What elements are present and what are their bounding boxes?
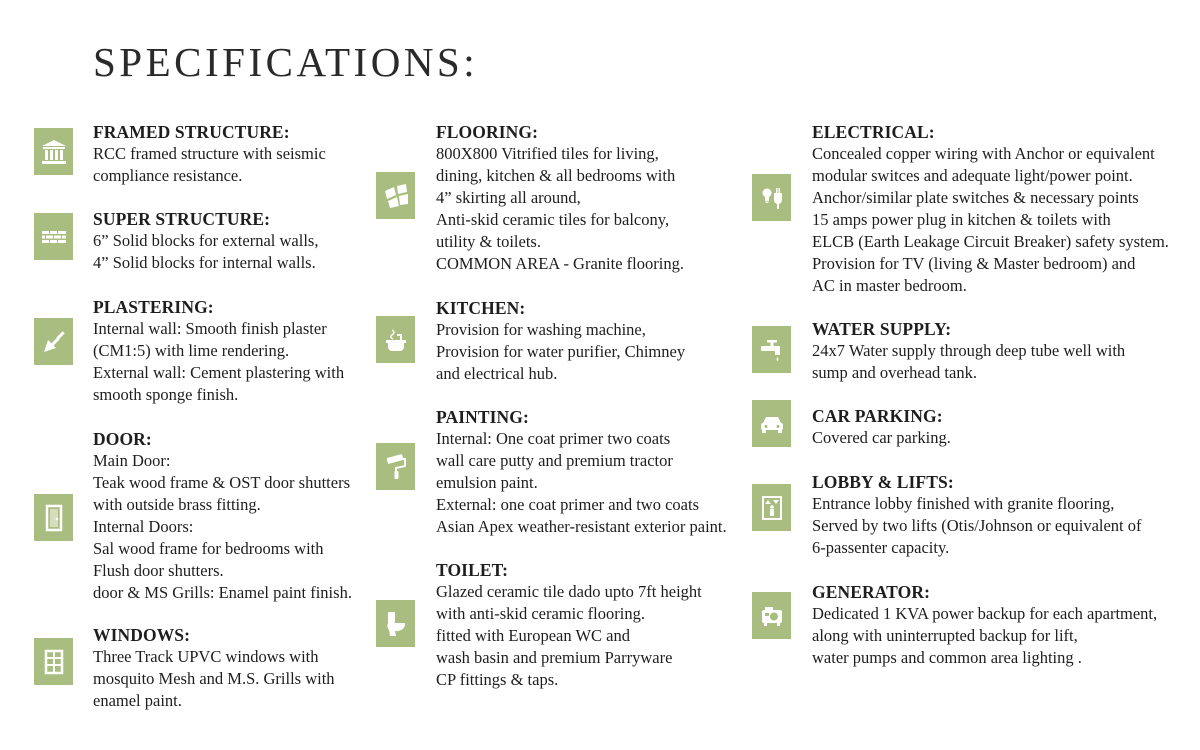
spec-heading: SUPER STRUCTURE:: [93, 209, 271, 229]
spec-heading: ELECTRICAL:: [812, 122, 935, 142]
spec-line: Glazed ceramic tile dado upto 7ft height: [436, 582, 702, 601]
spec-line: Provision for washing machine,: [436, 320, 646, 339]
spec-line: 6-passenter capacity.: [812, 538, 950, 557]
spec-line: wash basin and premium Parryware: [436, 648, 673, 667]
spec-line: External wall: Cement plastering with: [93, 363, 345, 382]
spec-line: Teak wood frame & OST door shutters: [93, 473, 350, 492]
spec-heading: KITCHEN:: [436, 298, 526, 318]
spec-heading: LOBBY & LIFTS:: [812, 472, 954, 492]
spec-line: ELCB (Earth Leakage Circuit Breaker) safety system.: [812, 232, 1169, 251]
spec-line: Three Track UPVC windows with: [93, 647, 319, 666]
spec-line: enamel paint.: [93, 691, 182, 710]
toilet-icon: [376, 600, 415, 647]
spec-lobby-lifts: [812, 471, 1142, 559]
spec-line: Covered car parking.: [812, 428, 951, 447]
spec-heading: WATER SUPPLY:: [812, 319, 952, 339]
spec-line: Sal wood frame for bedrooms with: [93, 539, 324, 558]
spec-line: Served by two lifts (Otis/Johnson or equivalent of: [812, 516, 1142, 535]
spec-framed-structure: [93, 121, 326, 187]
spec-line: Concealed copper wiring with Anchor or equivalent: [812, 144, 1155, 163]
spec-line: Internal Doors:: [93, 517, 194, 536]
spec-generator: [812, 581, 1157, 669]
spec-line: with outside brass fitting.: [93, 495, 261, 514]
spec-line: COMMON AREA - Granite flooring.: [436, 254, 684, 273]
spec-heading: TOILET:: [436, 560, 509, 580]
spec-line: 24x7 Water supply through deep tube well with: [812, 341, 1126, 360]
spec-heading: WINDOWS:: [93, 625, 191, 645]
spec-line: water pumps and common area lighting .: [812, 648, 1082, 667]
spec-heading: PLASTERING:: [93, 297, 214, 317]
spec-heading: GENERATOR:: [812, 582, 931, 602]
spec-car-parking: [812, 405, 951, 449]
spec-line: smooth sponge finish.: [93, 385, 239, 404]
spec-line: utility & toilets.: [436, 232, 541, 251]
generator-icon: [752, 592, 791, 639]
spec-line: Provision for water purifier, Chimney: [436, 342, 686, 361]
spec-line: along with uninterrupted backup for lift,: [812, 626, 1078, 645]
spec-heading: CAR PARKING:: [812, 406, 943, 426]
spec-line: with anti-skid ceramic flooring.: [436, 604, 645, 623]
spec-line: Anti-skid ceramic tiles for balcony,: [436, 210, 670, 229]
spec-line: 800X800 Vitrified tiles for living,: [436, 144, 659, 163]
spec-line: 15 amps power plug in kitchen & toilets with: [812, 210, 1111, 229]
spec-line: Anchor/similar plate switches & necessary points: [812, 188, 1139, 207]
spec-line: wall care putty and premium tractor: [436, 451, 673, 470]
spec-line: AC in master bedroom.: [812, 276, 967, 295]
spec-toilet: [436, 559, 702, 691]
spec-line: dining, kitchen & all bedrooms with: [436, 166, 676, 185]
spec-line: mosquito Mesh and M.S. Grills with: [93, 669, 335, 688]
spec-line: 4” skirting all around,: [436, 188, 581, 207]
spec-line: (CM1:5) with lime rendering.: [93, 341, 290, 360]
spec-line: sump and overhead tank.: [812, 363, 977, 382]
spec-windows: [93, 624, 335, 712]
spec-plastering: [93, 296, 344, 406]
spec-line: Internal wall: Smooth finish plaster: [93, 319, 327, 338]
spec-painting: [436, 406, 727, 538]
spec-heading: PAINTING:: [436, 407, 529, 427]
trowel-icon: [34, 318, 73, 365]
spec-line: Flush door shutters.: [93, 561, 224, 580]
paint-roller-icon: [376, 443, 415, 490]
spec-line: Internal: One coat primer two coats: [436, 429, 671, 448]
spec-electrical: [812, 121, 1169, 297]
brick-wall-icon: [34, 213, 73, 260]
spec-line: RCC framed structure with seismic: [93, 144, 326, 163]
spec-line: compliance resistance.: [93, 166, 243, 185]
spec-door: [93, 428, 352, 604]
spec-flooring: [436, 121, 684, 275]
spec-line: 6” Solid blocks for external walls,: [93, 231, 319, 250]
window-icon: [34, 638, 73, 685]
building-columns-icon: [34, 128, 73, 175]
spec-heading: DOOR:: [93, 429, 152, 449]
spec-line: Asian Apex weather-resistant exterior paint.: [436, 517, 727, 536]
spec-line: fitted with European WC and: [436, 626, 630, 645]
spec-line: CP fittings & taps.: [436, 670, 559, 689]
spec-super-structure: [93, 208, 318, 274]
spec-heading: FLOORING:: [436, 122, 539, 142]
spec-line: Main Door:: [93, 451, 171, 470]
kitchen-sink-icon: [376, 316, 415, 363]
spec-line: modular switces and adequate light/power point.: [812, 166, 1133, 185]
spec-line: External: one coat primer and two coats: [436, 495, 699, 514]
elevator-icon: [752, 484, 791, 531]
water-tap-icon: [752, 326, 791, 373]
spec-line: door & MS Grills: Enamel paint finish.: [93, 583, 352, 602]
spec-line: Dedicated 1 KVA power backup for each apartment,: [812, 604, 1158, 623]
spec-line: Entrance lobby finished with granite flooring,: [812, 494, 1115, 513]
spec-line: Provision for TV (living & Master bedroom) and: [812, 254, 1136, 273]
spec-water-supply: [812, 318, 1125, 384]
page-title: SPECIFICATIONS:: [93, 39, 479, 85]
spec-kitchen: [436, 297, 685, 385]
spec-line: and electrical hub.: [436, 364, 558, 383]
car-icon: [752, 400, 791, 447]
floor-tiles-icon: [376, 172, 415, 219]
spec-line: 4” Solid blocks for internal walls.: [93, 253, 316, 272]
door-icon: [34, 494, 73, 541]
spec-heading: FRAMED STRUCTURE:: [93, 122, 290, 142]
bulb-plug-icon: [752, 174, 791, 221]
spec-line: emulsion paint.: [436, 473, 538, 492]
